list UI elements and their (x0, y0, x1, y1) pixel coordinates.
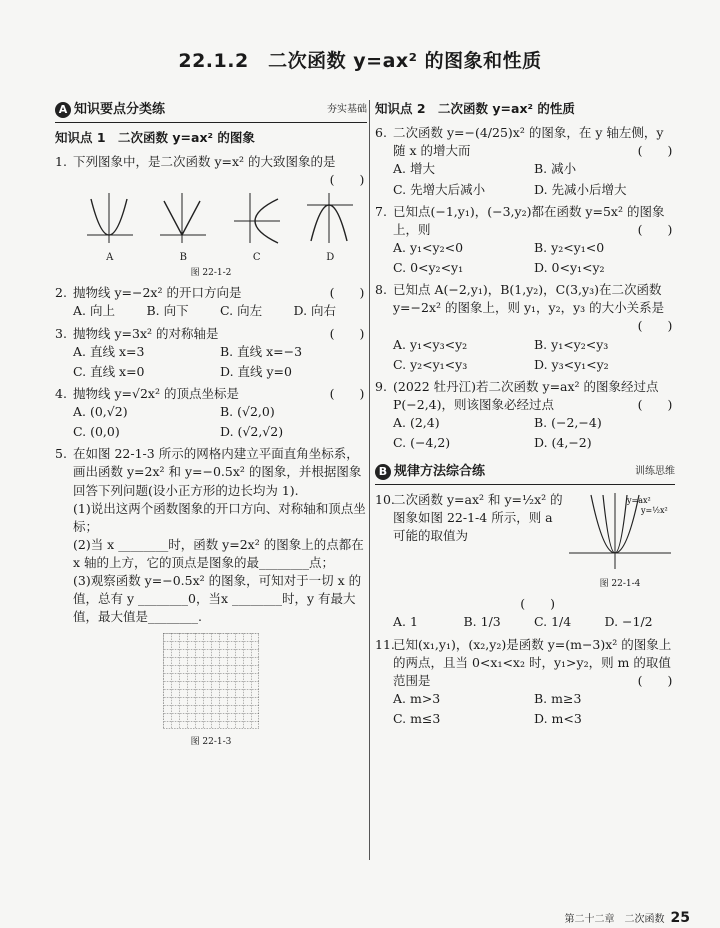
graph-a-label: A (106, 251, 114, 263)
figure-caption: 图 22-1-3 (190, 736, 232, 747)
question-number: 7. (375, 203, 387, 219)
options (375, 160, 675, 198)
graph-c-icon (232, 191, 282, 245)
left-column (55, 100, 367, 753)
question-number: 4. (55, 385, 67, 401)
page-footer (565, 910, 690, 926)
grid-figure (55, 633, 367, 734)
page-number: 25 (670, 910, 690, 926)
section-a-title: 知识要点分类练 (74, 102, 166, 117)
question-3 (55, 325, 367, 381)
answer-paren[interactable]: ( ) (329, 385, 365, 401)
question-number: 11. (375, 636, 395, 652)
option-a[interactable]: A. 向上 (73, 303, 115, 319)
option-b[interactable]: B. (√2,0) (220, 404, 275, 420)
option-b[interactable]: B. 减小 (534, 161, 577, 177)
options (375, 613, 675, 631)
question-9 (375, 378, 675, 453)
question-11 (375, 636, 675, 729)
page-title: 22.1.2 二次函数 y=ax² 的图象和性质 (178, 50, 542, 72)
parabola-graph-icon (565, 491, 675, 571)
option-c[interactable]: C. 0<y₂<y₁ (393, 260, 464, 275)
question-5 (55, 445, 367, 748)
graph-d-label: D (326, 251, 335, 263)
question-text: (2022 牡丹江)若二次函数 y=ax² 的图象经过点 P(−2,4)，则该图象必经过点 (393, 378, 659, 412)
option-c[interactable]: C. 1/4 (534, 614, 572, 630)
answer-paren[interactable]: ( ) (329, 172, 365, 188)
graph-a-icon (85, 191, 135, 245)
graph-b-label: B (179, 251, 187, 263)
question-text: 抛物线 y=−2x² 的开口方向是 (73, 285, 242, 301)
question-text: 下列图象中，是二次函数 y=x² 的大致图象的是 (73, 153, 336, 169)
option-c[interactable]: C. (−4,2) (393, 435, 451, 451)
option-c[interactable]: C. 直线 x=0 (73, 363, 145, 379)
question-number: 3. (55, 325, 67, 341)
answer-paren[interactable]: ( ) (637, 143, 673, 159)
question-10 (375, 491, 675, 631)
section-a-header (55, 100, 367, 123)
option-b[interactable]: B. (−2,−4) (534, 415, 602, 430)
option-a[interactable]: A. y₁<y₂<0 (393, 239, 464, 255)
graph-b-icon (158, 191, 208, 245)
q1-graph-options (55, 191, 367, 265)
graph-option-c[interactable] (232, 191, 282, 265)
option-d[interactable]: D. m<3 (534, 711, 582, 727)
curve-label-a: y=ax² (627, 496, 651, 506)
section-b-badge: B (375, 464, 391, 480)
answer-paren[interactable]: ( ) (637, 221, 673, 237)
question-number: 6. (375, 125, 387, 141)
q5-part-3[interactable]: (3)观察函数 y=−0.5x² 的图象，可知对于一切 x 的值，总有 y ________0，当x ________时，y 有最大值，最大值是________. (73, 573, 362, 625)
options (375, 414, 675, 452)
option-d[interactable]: D. y₃<y₁<y₂ (534, 356, 609, 372)
options (375, 336, 675, 374)
option-d[interactable]: D. (4,−2) (534, 435, 592, 451)
section-b-title: 规律方法综合练 (394, 464, 486, 480)
section-a-tag: 夯实基础 (327, 103, 367, 115)
option-b[interactable]: B. m≥3 (534, 690, 582, 706)
question-8 (375, 281, 675, 374)
option-a[interactable]: A. y₁<y₃<y₂ (393, 336, 468, 352)
parabola-figure (565, 491, 675, 595)
question-text: 已知点 A(−2,y₁)，B(1,y₂)，C(3,y₃)在二次函数 y=−2x² 的图象上，则 y₁，y₂，y₃ 的大小关系是 (393, 282, 665, 316)
option-b[interactable]: B. y₂<y₁<0 (534, 239, 605, 255)
question-number: 1. (55, 153, 67, 169)
grid-icon (163, 633, 259, 729)
option-a[interactable]: A. m>3 (393, 690, 441, 706)
graph-d-icon (305, 191, 355, 245)
question-text: 抛物线 y=√2x² 的顶点坐标是 (73, 385, 239, 401)
option-c[interactable]: C. 向左 (220, 303, 263, 319)
option-c[interactable]: C. y₂<y₁<y₃ (393, 356, 468, 372)
knowledge-point-1: 知识点 1 二次函数 y=ax² 的图象 (55, 129, 255, 145)
question-4 (55, 385, 367, 441)
answer-paren[interactable]: ( ) (637, 396, 673, 412)
answer-paren[interactable]: ( ) (329, 325, 365, 341)
question-text: 在如图 22-1-3 所示的网格内建立平面直角坐标系，画出函数 y=2x² 和 y=−0.5x² 的图象，并根据图象回答下列问题(设小正方形的边长均为 1). (73, 446, 362, 498)
question-number: 8. (375, 282, 387, 298)
right-column (375, 100, 675, 732)
section-b-tag: 训练思维 (635, 465, 675, 477)
answer-paren[interactable]: ( ) (329, 285, 365, 301)
answer-paren[interactable]: ( ) (637, 318, 673, 334)
option-b[interactable]: B. 向下 (146, 303, 189, 319)
option-a[interactable]: A. (0,√2) (73, 404, 128, 420)
graph-option-a[interactable] (85, 191, 135, 265)
question-text: 已知点(−1,y₁)，(−3,y₂)都在函数 y=5x² 的图象上，则 (393, 203, 665, 237)
q5-part-2[interactable]: (2)当 x ________时，函数 y=2x² 的图象上的点都在 x 轴的上方，它的顶点是图象的最________点； (73, 536, 364, 571)
question-number: 9. (375, 378, 387, 394)
question-number: 5. (55, 446, 67, 462)
option-b[interactable]: B. 直线 x=−3 (220, 343, 303, 359)
options (55, 403, 367, 441)
option-d[interactable]: D. 直线 y=0 (220, 363, 292, 379)
option-b[interactable]: B. 1/3 (463, 614, 501, 630)
option-a[interactable]: A. 直线 x=3 (73, 343, 145, 359)
graph-option-b[interactable] (158, 191, 208, 265)
option-d[interactable]: D. 向右 (293, 303, 337, 319)
option-c[interactable]: C. (0,0) (73, 424, 120, 440)
options (375, 690, 675, 728)
question-1 (55, 153, 367, 280)
answer-paren[interactable]: ( ) (520, 596, 555, 612)
figure-caption: 图 22-1-4 (599, 579, 641, 590)
option-a[interactable]: A. (2,4) (393, 415, 440, 430)
question-2 (55, 284, 367, 320)
q5-part-1: (1)说出这两个函数图象的开口方向、对称轴和顶点坐标； (73, 500, 366, 534)
question-text: 二次函数 y=−(4/25)x² 的图象，在 y 轴左侧，y 随 x 的增大而 (393, 125, 664, 159)
section-b-header (375, 462, 675, 485)
question-text: 抛物线 y=3x² 的对称轴是 (73, 325, 219, 341)
column-divider (369, 100, 370, 860)
option-c[interactable]: C. 先增大后减小 (393, 181, 486, 197)
question-6 (375, 124, 675, 199)
option-a[interactable]: A. 1 (393, 614, 418, 630)
option-b[interactable]: B. y₁<y₂<y₃ (534, 336, 609, 352)
knowledge-point-2: 知识点 2 二次函数 y=ax² 的性质 (375, 101, 575, 116)
option-c[interactable]: C. m≤3 (393, 711, 441, 727)
question-number: 10. (375, 492, 395, 508)
figure-caption: 图 22-1-2 (190, 268, 232, 279)
graph-c-label: C (252, 251, 261, 263)
options (375, 239, 675, 277)
question-text: 二次函数 y=ax² 和 y=½x² 的图象如图 22-1-4 所示，则 a 可能的取值为 (393, 492, 563, 544)
options (55, 343, 367, 381)
question-text: 已知(x₁,y₁)，(x₂,y₂)是函数 y=(m−3)x² 的图象上的两点，且当 0<x₁<x₂ 时，y₁>y₂，则 m 的取值范围是 (393, 636, 672, 688)
options (55, 302, 367, 320)
option-d[interactable]: D. 0<y₁<y₂ (534, 260, 605, 275)
curve-label-half: y=½x² (641, 506, 668, 516)
chapter-label: 第二十二章 二次函数 (564, 914, 665, 925)
option-d[interactable]: D. 先减小后增大 (534, 181, 627, 197)
question-7 (375, 203, 675, 278)
graph-option-d[interactable] (305, 191, 355, 265)
option-d[interactable]: D. −1/2 (604, 614, 653, 630)
question-number: 2. (55, 285, 67, 301)
option-d[interactable]: D. (√2,√2) (220, 424, 284, 440)
answer-paren[interactable]: ( ) (637, 672, 673, 688)
option-a[interactable]: A. 增大 (393, 161, 435, 177)
section-a-badge: A (55, 102, 71, 118)
